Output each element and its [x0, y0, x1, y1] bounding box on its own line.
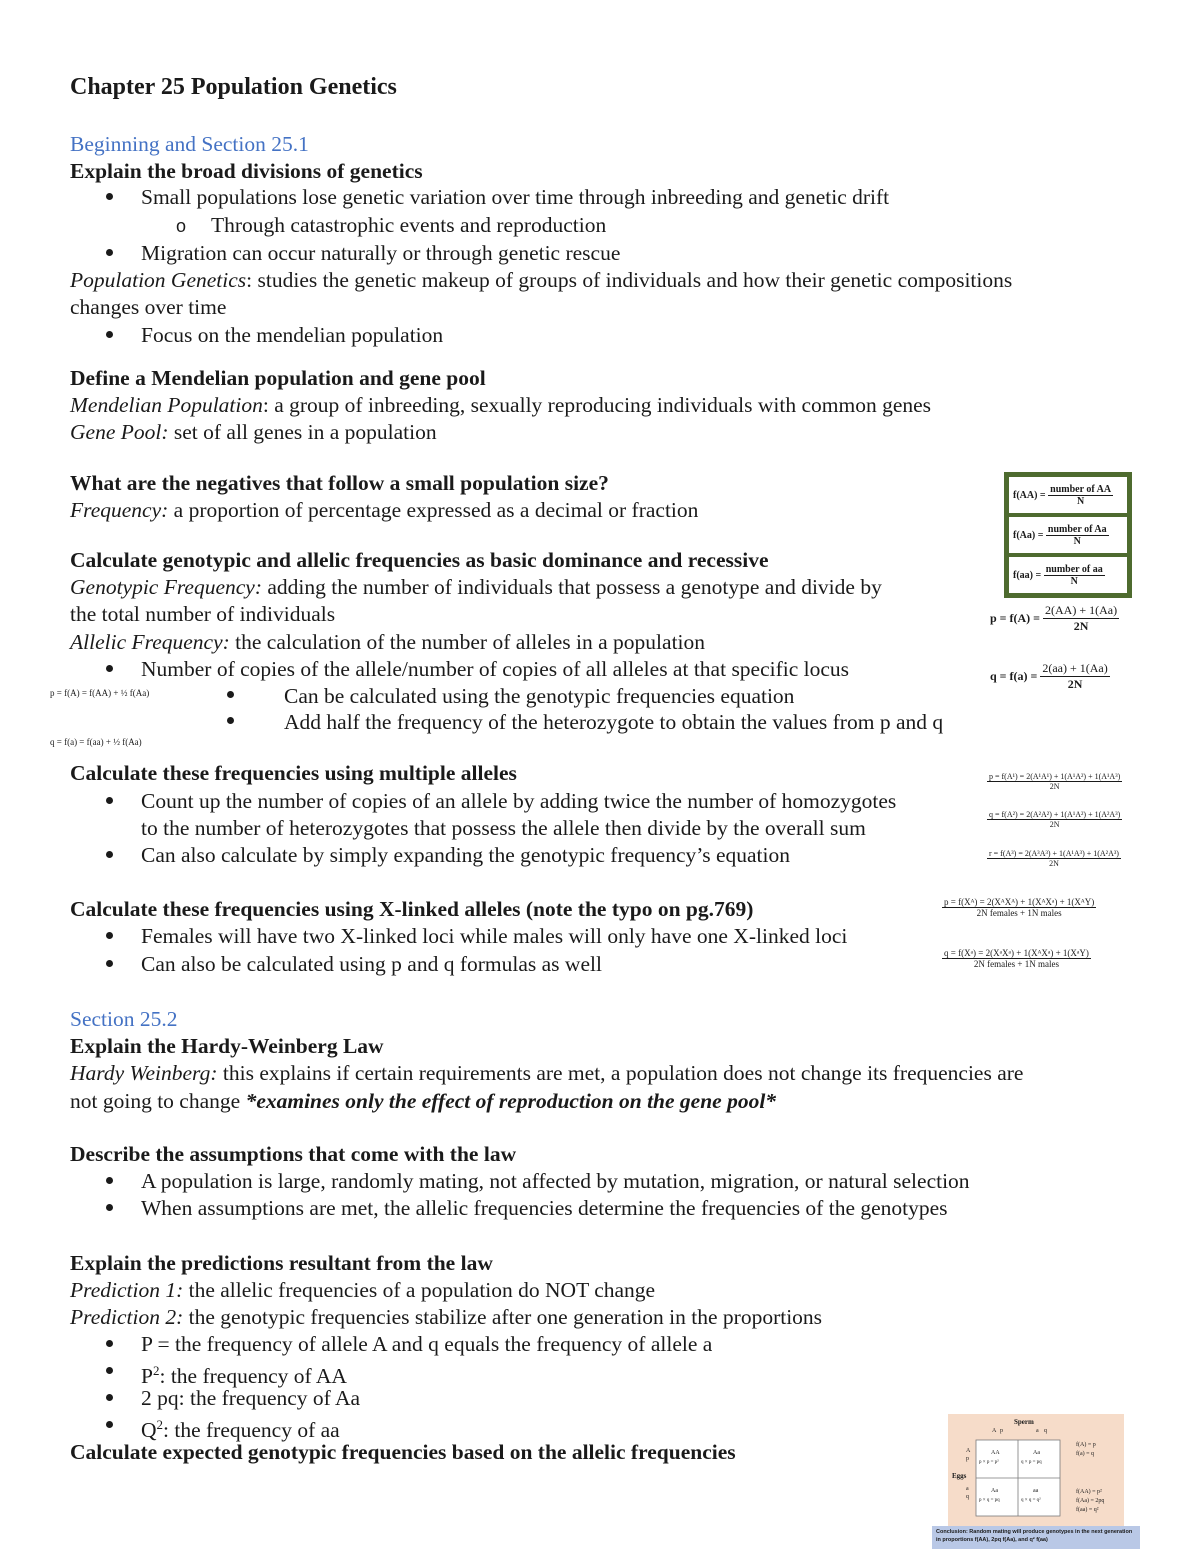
definition-line: changes over time — [70, 295, 227, 319]
bullet-icon — [106, 1394, 113, 1401]
formula-lhs: f(Aa) = — [1013, 530, 1044, 541]
allele-label: a — [1036, 1428, 1039, 1434]
bullet-text: Migration can occur naturally or through genetic rescue — [141, 241, 621, 265]
formula-q — [990, 661, 1110, 692]
bullet-text: Can also calculate by simply expanding the genotypic frequency’s equation — [141, 843, 790, 867]
formula-small-p: p = f(A) = f(AA) + ½ f(Aa) — [50, 688, 150, 698]
formula-fraction — [987, 849, 1121, 868]
formula-multi-r — [987, 849, 1121, 868]
term: Prediction 2: — [70, 1305, 184, 1329]
genotype-label: Aa — [991, 1488, 998, 1494]
formula-fraction — [987, 772, 1122, 791]
formula-faa — [1013, 564, 1105, 587]
term: Prediction 1: — [70, 1278, 184, 1302]
definition-line — [70, 1304, 822, 1330]
bullet-icon — [106, 1340, 113, 1347]
bullet-icon — [106, 665, 113, 672]
bullet-icon — [106, 1177, 113, 1184]
definition: set of all genes in a population — [168, 420, 437, 444]
allele-freq-label: p — [966, 1456, 969, 1462]
definition-line — [70, 1277, 655, 1303]
denominator: 2N females + 1N males — [976, 908, 1062, 918]
question-heading: Explain the Hardy-Weinberg Law — [70, 1034, 384, 1058]
term: Population Genetics — [70, 268, 247, 292]
definition: : a group of inbreeding, sexually reproducing individuals with common genes — [262, 393, 932, 417]
formula-lhs: q = f(a) = — [990, 669, 1038, 683]
numerator: q = f(A²) = 2(A²A²) + 1(A¹A²) + 1(A²A³) — [989, 810, 1121, 819]
formula-cell — [1009, 557, 1127, 593]
definition-line — [70, 1088, 776, 1114]
bullet-text: Count up the number of copies of an allele by adding twice the number of homozygotes — [141, 789, 897, 813]
formula-fraction — [942, 948, 1091, 969]
section-heading-25-1: Beginning and Section 25.1 — [70, 132, 309, 156]
question-heading: Calculate these frequencies using X-linked alleles (note the typo on pg.769) — [70, 897, 754, 921]
sub-bullet-text: Through catastrophic events and reproduction — [211, 213, 607, 237]
numerator: number of Aa — [1047, 524, 1107, 535]
term: Frequency: — [70, 498, 169, 522]
definition: : the frequency of AA — [159, 1364, 347, 1389]
definition: adding the number of individuals that possess a genotype and divide by — [262, 575, 882, 599]
term: Mendelian Population — [70, 393, 263, 417]
definition: the calculation of the number of alleles in a population — [229, 630, 706, 654]
definition: the genotypic frequencies stabilize after one generation in the proportions — [183, 1305, 823, 1329]
section-heading-25-2: Section 25.2 — [70, 1007, 178, 1031]
bullet-text: Add half the frequency of the heterozygote to obtain the values from p and q — [284, 710, 944, 734]
bullet-text: Can be calculated using the genotypic frequencies equation — [284, 684, 795, 708]
genotype-frequency: f(AA) = p² — [1076, 1489, 1102, 1495]
allele-freq-label: q — [966, 1494, 969, 1500]
question-heading: Define a Mendelian population and gene pool — [70, 366, 486, 390]
definition: not going to change — [70, 1089, 246, 1113]
denominator: N — [1070, 576, 1078, 587]
bullet-icon — [106, 249, 113, 256]
numerator: number of aa — [1045, 564, 1103, 575]
bullet-icon — [106, 193, 113, 200]
superscript: 2 — [156, 1417, 164, 1432]
bullet-icon — [106, 331, 113, 338]
formula-fraction — [1044, 564, 1105, 587]
numerator: 2(AA) + 1(Aa) — [1045, 603, 1118, 617]
formula-small-q: q = f(a) = f(aa) + ½ f(Aa) — [50, 737, 142, 747]
symbol: P — [141, 1364, 153, 1389]
sperm-label: Sperm — [1014, 1418, 1034, 1426]
question-heading: Calculate expected genotypic frequencies based on the allelic frequencies — [70, 1440, 736, 1464]
genotype-label: Aa — [1033, 1450, 1040, 1456]
allele-label: A — [992, 1428, 997, 1434]
question-heading: Calculate these frequencies using multiple alleles — [70, 761, 517, 785]
definition: : the frequency of aa — [163, 1418, 340, 1443]
question-heading: Describe the assumptions that come with the law — [70, 1142, 517, 1166]
question-heading: Explain the broad divisions of genetics — [70, 159, 423, 183]
bullet-text: 2 pq: the frequency of Aa — [141, 1386, 361, 1410]
numerator: q = f(Xᵃ) = 2(XᵃXᵃ) + 1(XᴬXᵃ) + 1(XᵃY) — [944, 948, 1089, 958]
term: Genotypic Frequency: — [70, 575, 263, 599]
definition-line — [70, 497, 698, 523]
bullet-text: A population is large, randomly mating, not affected by mutation, migration, or natural selection — [141, 1169, 970, 1193]
formula-multi-p — [987, 772, 1122, 791]
bullet-icon — [106, 1367, 113, 1374]
genotype-frequency: f(Aa) = 2pq — [1076, 1498, 1105, 1504]
denominator: N — [1076, 496, 1085, 507]
numerator: p = f(A¹) = 2(A¹A¹) + 1(A¹A²) + 1(A¹A³) — [989, 772, 1121, 781]
bullet-icon — [106, 797, 113, 804]
punnett-square-figure — [932, 1414, 1140, 1549]
formula-cell — [1009, 517, 1127, 553]
genotype-label: AA — [991, 1450, 1000, 1456]
definition-line — [70, 574, 882, 600]
allele-frequency: f(a) = q — [1076, 1451, 1095, 1457]
numerator: p = f(Xᴬ) = 2(XᴬXᴬ) + 1(XᴬXᵃ) + 1(XᴬY) — [944, 897, 1095, 907]
definition: : studies the genetic makeup of groups of individuals and how their genetic compositions — [246, 268, 1013, 292]
bullet-text: Females will have two X-linked loci while males will only have one X-linked loci — [141, 924, 848, 948]
bullet-text: Small populations lose genetic variation over time through inbreeding and genetic drift — [141, 185, 890, 209]
genotype-frequency-formula-box — [1004, 472, 1132, 598]
conclusion-text: Conclusion: Random mating will produce genotypes in the next generation in proportions f(AA), 2pq f(Aa), and q² f(aa) — [936, 1529, 1133, 1543]
denominator: 2N — [1049, 859, 1059, 868]
formula-lhs: f(aa) = — [1013, 570, 1042, 581]
definition-line — [70, 629, 705, 655]
formula-fraction — [942, 897, 1096, 918]
emphasis-note: *examines only the effect of reproduction on the gene pool* — [245, 1089, 777, 1113]
definition-line — [70, 1060, 1023, 1086]
denominator: 2N — [1049, 820, 1060, 829]
allele-frequency: f(A) = p — [1076, 1442, 1096, 1448]
allele-freq-label: q — [1044, 1428, 1047, 1434]
symbol: Q — [141, 1418, 157, 1443]
page-title: Chapter 25 Population Genetics — [70, 74, 397, 100]
bullet-icon — [106, 1204, 113, 1211]
bullet-icon — [227, 691, 234, 698]
formula-p — [990, 603, 1119, 634]
bullet-text: Can also be calculated using p and q formulas as well — [141, 952, 602, 976]
bullet-icon — [227, 717, 234, 724]
genotype-value: p × q = pq — [979, 1498, 1000, 1503]
bullet-text: Number of copies of the allele/number of copies of all alleles at that specific locus — [141, 657, 850, 681]
denominator: 2N females + 1N males — [973, 959, 1059, 969]
formula-fraction — [987, 810, 1122, 829]
sub-bullet-icon: o — [176, 216, 187, 236]
definition-line — [70, 392, 931, 418]
allele-label: a — [966, 1486, 969, 1492]
definition-line — [70, 267, 1012, 293]
formula-lhs: f(AA) = — [1013, 490, 1046, 501]
formula-lhs: p = f(A) = — [990, 611, 1041, 625]
bullet-text: Focus on the mendelian population — [141, 323, 444, 347]
denominator: N — [1073, 536, 1081, 547]
genotype-value: q × p = pq — [1021, 1460, 1042, 1465]
formula-fAa — [1013, 524, 1109, 547]
term: Hardy Weinberg: — [70, 1061, 218, 1085]
bullet-icon — [106, 960, 113, 967]
genotype-value: p × p = p² — [979, 1460, 999, 1465]
numerator: 2(aa) + 1(Aa) — [1042, 661, 1108, 675]
formula-fAA — [1013, 484, 1113, 507]
denominator: 2N — [1073, 619, 1089, 633]
question-heading: Explain the predictions resultant from the law — [70, 1251, 493, 1275]
formula-fraction — [1040, 661, 1109, 692]
bullet-text: to the number of heterozygotes that possess the allele then divide by the overall sum — [141, 816, 866, 840]
term: Allelic Frequency: — [70, 630, 230, 654]
definition: the allelic frequencies of a population do NOT change — [183, 1278, 656, 1302]
allele-label: A — [966, 1448, 971, 1454]
definition-line — [70, 419, 437, 445]
formula-fraction — [1046, 524, 1109, 547]
formula-fraction — [1048, 484, 1113, 507]
formula-multi-q — [987, 810, 1122, 829]
superscript: 2 — [152, 1363, 160, 1378]
genotype-label: aa — [1033, 1488, 1039, 1494]
genotype-value: q × q = q² — [1021, 1498, 1041, 1503]
question-heading: Calculate genotypic and allelic frequencies as basic dominance and recessive — [70, 548, 769, 572]
formula-fraction — [1043, 603, 1119, 634]
bullet-text: When assumptions are met, the allelic frequencies determine the frequencies of the genotypes — [141, 1196, 948, 1220]
formula-x-p — [942, 897, 1096, 918]
term: Gene Pool: — [70, 420, 169, 444]
bullet-text: P = the frequency of allele A and q equals the frequency of allele a — [141, 1332, 713, 1356]
denominator: 2N — [1067, 677, 1083, 691]
bullet-icon — [106, 932, 113, 939]
denominator: 2N — [1049, 782, 1060, 791]
question-heading: What are the negatives that follow a small population size? — [70, 471, 609, 495]
bullet-icon — [106, 1421, 113, 1428]
allele-freq-label: p — [1000, 1428, 1003, 1434]
bullet-icon — [106, 851, 113, 858]
genotype-frequency: f(aa) = q² — [1076, 1507, 1099, 1513]
eggs-label: Eggs — [952, 1472, 967, 1480]
numerator: number of AA — [1050, 484, 1112, 495]
definition-line: the total number of individuals — [70, 602, 336, 626]
numerator: r = f(A³) = 2(A³A³) + 1(A¹A³) + 1(A²A³) — [989, 849, 1119, 858]
formula-cell — [1009, 477, 1127, 513]
definition: a proportion of percentage expressed as a decimal or fraction — [168, 498, 699, 522]
definition: this explains if certain requirements are met, a population does not change its frequencies are — [217, 1061, 1024, 1085]
formula-x-q — [942, 948, 1091, 969]
